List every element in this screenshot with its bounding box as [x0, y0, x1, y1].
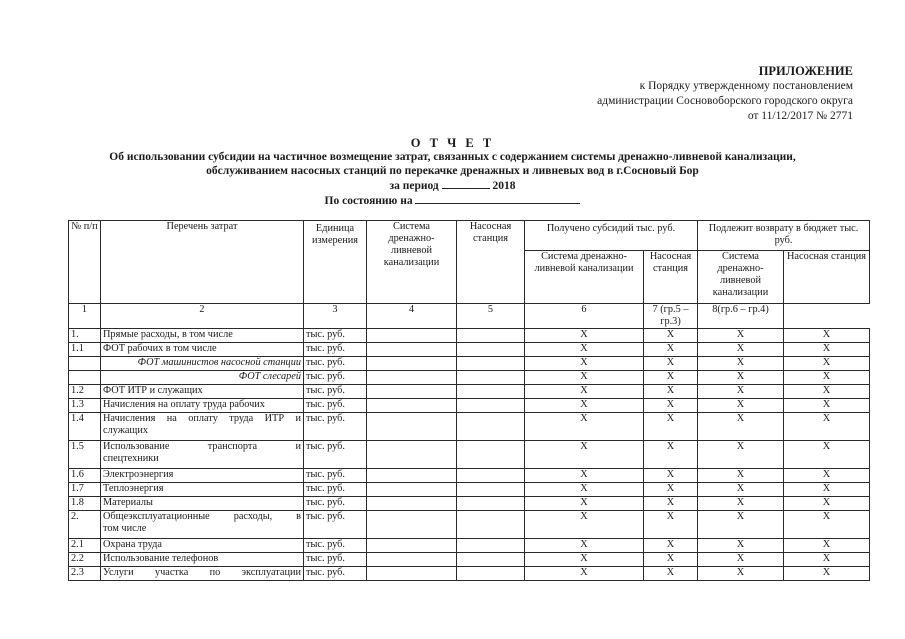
- col-num-6: 6: [525, 304, 644, 329]
- row-unit: тыс. руб.: [304, 399, 367, 413]
- cell-station[interactable]: [457, 385, 525, 399]
- cell-station[interactable]: [457, 343, 525, 357]
- row-unit: тыс. руб.: [304, 553, 367, 567]
- row-num: 2.2: [69, 553, 101, 567]
- table-row: [69, 483, 870, 497]
- row-num: 1.1: [69, 343, 101, 357]
- table-row: [69, 511, 870, 539]
- report-state: [0, 193, 905, 208]
- cell-x: X: [698, 399, 784, 413]
- cell-x: X: [698, 497, 784, 511]
- cell-station[interactable]: [457, 497, 525, 511]
- col-num-5: 5: [457, 304, 525, 329]
- cell-x: X: [525, 511, 644, 539]
- appendix-line-1: к Порядку утвержденному постановлением: [639, 80, 853, 92]
- cell-system[interactable]: [367, 539, 457, 553]
- cell-x: X: [698, 371, 784, 385]
- row-unit: тыс. руб.: [304, 469, 367, 483]
- cell-x: X: [698, 539, 784, 553]
- cell-station[interactable]: [457, 357, 525, 371]
- cost-table: [68, 220, 870, 581]
- cell-x: X: [525, 497, 644, 511]
- table-row: [69, 497, 870, 511]
- cell-x: X: [784, 413, 870, 441]
- cell-system[interactable]: [367, 567, 457, 581]
- header-row-1: [69, 221, 870, 251]
- row-name: ФОТ слесарей: [101, 371, 304, 385]
- row-num: 1.4: [69, 413, 101, 441]
- cell-x: X: [784, 469, 870, 483]
- cell-x: X: [698, 567, 784, 581]
- cell-x: X: [784, 483, 870, 497]
- cell-x: X: [644, 469, 698, 483]
- row-name-line-1: Использование транспорта и: [103, 441, 301, 452]
- col-num-7: 7 (гр.5 – гр.3): [644, 304, 698, 329]
- header-received-system: Система дренажно-ливневой канализации: [525, 251, 644, 304]
- row-name: Использование телефонов: [101, 553, 304, 567]
- cell-x: X: [698, 441, 784, 469]
- table-row: [69, 385, 870, 399]
- period-prefix: за период: [389, 180, 439, 192]
- row-name: ФОТ машинистов насосной станции: [101, 357, 304, 371]
- cell-system[interactable]: [367, 511, 457, 539]
- cell-x: X: [525, 567, 644, 581]
- cell-x: X: [784, 329, 870, 343]
- header-name: Перечень затрат: [101, 221, 304, 304]
- cell-system[interactable]: [367, 413, 457, 441]
- row-unit: тыс. руб.: [304, 483, 367, 497]
- cell-station[interactable]: [457, 441, 525, 469]
- cell-x: X: [525, 343, 644, 357]
- header-system: Система дренажно-ливневой канализации: [367, 221, 457, 304]
- cell-x: X: [525, 371, 644, 385]
- row-name: [101, 413, 304, 441]
- table-row: [69, 539, 870, 553]
- cell-x: X: [644, 399, 698, 413]
- row-unit: тыс. руб.: [304, 511, 367, 539]
- row-num: 1.3: [69, 399, 101, 413]
- row-num: 2.3: [69, 567, 101, 581]
- cell-station[interactable]: [457, 399, 525, 413]
- row-unit: тыс. руб.: [304, 567, 367, 581]
- header-num: № п/п: [69, 221, 101, 304]
- cell-station[interactable]: [457, 567, 525, 581]
- row-unit: тыс. руб.: [304, 329, 367, 343]
- cell-x: X: [784, 497, 870, 511]
- row-name: Теплоэнергия: [101, 483, 304, 497]
- row-name-line-2: том числе: [103, 523, 147, 534]
- cell-x: X: [698, 329, 784, 343]
- row-name: Услуги участка по эксплуатации: [101, 567, 304, 581]
- row-num: 1.: [69, 329, 101, 343]
- cell-system[interactable]: [367, 371, 457, 385]
- cell-x: X: [525, 413, 644, 441]
- cell-station[interactable]: [457, 329, 525, 343]
- row-name: Прямые расходы, в том числе: [101, 329, 304, 343]
- appendix-block: [597, 64, 853, 124]
- cell-x: X: [525, 399, 644, 413]
- row-num: 2.1: [69, 539, 101, 553]
- table-row: [69, 553, 870, 567]
- header-refund-station: Насосная станция: [784, 251, 870, 304]
- row-unit: тыс. руб.: [304, 539, 367, 553]
- row-num: 1.8: [69, 497, 101, 511]
- cell-x: X: [784, 371, 870, 385]
- cell-x: X: [644, 371, 698, 385]
- cell-x: X: [784, 553, 870, 567]
- report-subtitle-1: Об использовании субсидии на частичное возмещение затрат, связанных с содержанием системы дренажно-ливневой канализации,: [109, 151, 796, 163]
- row-name: ФОТ ИТР и служащих: [101, 385, 304, 399]
- header-refund-system: Система дренажно-ливневой канализации: [698, 251, 784, 304]
- cell-x: X: [525, 553, 644, 567]
- cell-x: X: [644, 413, 698, 441]
- row-num: [69, 371, 101, 385]
- cell-station[interactable]: [457, 553, 525, 567]
- cell-station[interactable]: [457, 511, 525, 539]
- cell-x: X: [698, 511, 784, 539]
- cell-x: X: [644, 553, 698, 567]
- cell-station[interactable]: [457, 413, 525, 441]
- header-unit: Единица измерения: [304, 221, 367, 304]
- cell-x: X: [784, 511, 870, 539]
- appendix-title: ПРИЛОЖЕНИЕ: [758, 64, 853, 78]
- table-row: [69, 329, 870, 343]
- period-blank[interactable]: [442, 178, 490, 189]
- row-num: 1.5: [69, 441, 101, 469]
- row-name: Материалы: [101, 497, 304, 511]
- cell-x: X: [525, 357, 644, 371]
- appendix-line-2: администрации Сосновоборского городского округа: [597, 95, 853, 107]
- cell-system[interactable]: [367, 343, 457, 357]
- col-num-3: 3: [304, 304, 367, 329]
- report-title: О Т Ч Е Т: [410, 136, 495, 150]
- table-row: [69, 567, 870, 581]
- cell-x: X: [525, 441, 644, 469]
- cell-x: X: [525, 329, 644, 343]
- cell-x: X: [698, 553, 784, 567]
- cell-x: X: [644, 567, 698, 581]
- row-name: [101, 511, 304, 539]
- row-unit: тыс. руб.: [304, 497, 367, 511]
- row-name-line-1: Общеэксплуатационные расходы, в: [103, 511, 301, 522]
- cell-system[interactable]: [367, 497, 457, 511]
- cell-x: X: [698, 413, 784, 441]
- column-number-row: [69, 304, 870, 329]
- table-row: [69, 413, 870, 441]
- report-period: [0, 178, 905, 193]
- cell-system[interactable]: [367, 357, 457, 371]
- row-num: 1.7: [69, 483, 101, 497]
- header-received: Получено субсидий тыс. руб.: [525, 221, 698, 251]
- table-row: [69, 343, 870, 357]
- row-name: ФОТ рабочих в том числе: [101, 343, 304, 357]
- row-name: Электроэнергия: [101, 469, 304, 483]
- col-num-8: 8(гр.6 – гр.4): [698, 304, 784, 329]
- cell-x: X: [698, 343, 784, 357]
- period-year: 2018: [492, 180, 516, 192]
- cell-x: X: [644, 511, 698, 539]
- cell-system[interactable]: [367, 441, 457, 469]
- cell-x: X: [644, 329, 698, 343]
- cell-x: X: [644, 343, 698, 357]
- cell-x: X: [644, 497, 698, 511]
- col-num-2: 2: [101, 304, 304, 329]
- cell-x: X: [644, 483, 698, 497]
- report-header: [0, 136, 905, 208]
- row-unit: тыс. руб.: [304, 371, 367, 385]
- cell-x: X: [784, 357, 870, 371]
- cell-x: X: [698, 357, 784, 371]
- row-unit: тыс. руб.: [304, 385, 367, 399]
- row-num: 1.2: [69, 385, 101, 399]
- col-num-4: 4: [367, 304, 457, 329]
- row-unit: тыс. руб.: [304, 343, 367, 357]
- cell-x: X: [784, 343, 870, 357]
- row-name-line-1: Начисления на оплату труда ИТР и: [103, 413, 301, 424]
- state-label: По состоянию на: [324, 195, 413, 207]
- row-unit: тыс. руб.: [304, 357, 367, 371]
- header-received-station: Насосная станция: [644, 251, 698, 304]
- cell-system[interactable]: [367, 399, 457, 413]
- row-num: 2.: [69, 511, 101, 539]
- cell-station[interactable]: [457, 469, 525, 483]
- cell-x: X: [525, 483, 644, 497]
- cell-x: X: [525, 539, 644, 553]
- row-unit: тыс. руб.: [304, 413, 367, 441]
- cell-x: X: [644, 357, 698, 371]
- cell-system[interactable]: [367, 385, 457, 399]
- row-name: Начисления на оплату труда рабочих: [101, 399, 304, 413]
- table-row: [69, 357, 870, 371]
- col-num-1: 1: [69, 304, 101, 329]
- cell-system[interactable]: [367, 483, 457, 497]
- cell-x: X: [698, 469, 784, 483]
- header-refund: Подлежит возврату в бюджет тыс. руб.: [698, 221, 870, 251]
- table-row: [69, 371, 870, 385]
- cell-x: X: [698, 483, 784, 497]
- cell-system[interactable]: [367, 553, 457, 567]
- row-name-line-2: спецтехники: [103, 453, 159, 464]
- row-name: [101, 441, 304, 469]
- cell-system[interactable]: [367, 329, 457, 343]
- cell-system[interactable]: [367, 469, 457, 483]
- table-row: [69, 441, 870, 469]
- header-station: Насосная станция: [457, 221, 525, 304]
- cell-x: X: [784, 399, 870, 413]
- cell-x: X: [525, 385, 644, 399]
- cell-x: X: [784, 539, 870, 553]
- row-num: [69, 357, 101, 371]
- cell-x: X: [698, 385, 784, 399]
- cell-station[interactable]: [457, 539, 525, 553]
- row-unit: тыс. руб.: [304, 441, 367, 469]
- row-num: 1.6: [69, 469, 101, 483]
- row-name-line-2: служащих: [103, 425, 148, 436]
- cell-x: X: [525, 469, 644, 483]
- cell-x: X: [644, 441, 698, 469]
- table-row: [69, 469, 870, 483]
- cell-x: X: [784, 567, 870, 581]
- cell-x: X: [784, 441, 870, 469]
- cell-x: X: [644, 539, 698, 553]
- table-row: [69, 399, 870, 413]
- appendix-line-3: от 11/12/2017 № 2771: [747, 110, 853, 122]
- report-subtitle-2: обслуживанием насосных станций по перекачке дренажных и ливневых вод в г.Сосновый Бор: [206, 165, 699, 177]
- cell-station[interactable]: [457, 371, 525, 385]
- cell-station[interactable]: [457, 483, 525, 497]
- cell-x: X: [784, 385, 870, 399]
- cell-x: X: [644, 385, 698, 399]
- state-date-blank[interactable]: [415, 193, 580, 204]
- row-name: Охрана труда: [101, 539, 304, 553]
